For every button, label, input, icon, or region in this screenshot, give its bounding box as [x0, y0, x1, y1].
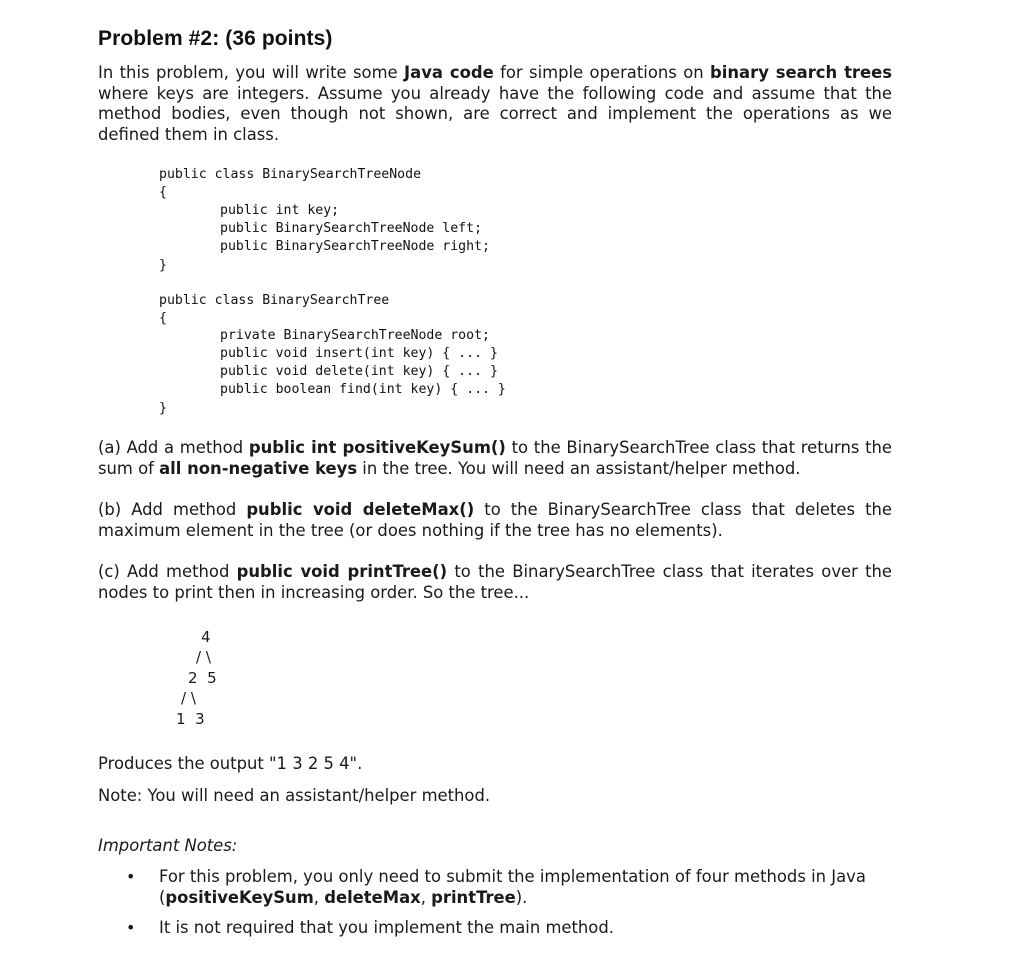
code-node-close-brace: }: [159, 258, 167, 273]
intro-paragraph: [98, 63, 892, 145]
helper-note: Note: You will need an assistant/helper method.: [98, 786, 491, 805]
code-tree-line-delete: public void delete(int key) { ... }: [220, 364, 498, 379]
tree-level2-nodes: 2 5: [188, 669, 217, 687]
code-tree-line-find: public boolean find(int key) { ... }: [220, 382, 506, 397]
problem-title: Problem #2: (36 points): [98, 27, 333, 50]
part-a-bold-keys: all non-negative keys: [159, 458, 358, 478]
tree-root-node: 4: [201, 628, 211, 646]
part-c-text-2: to the BinarySearchTree class that iterates over the nodes to print then in increasing order. So the tree...: [98, 562, 892, 602]
part-a-text-3: in the tree. You will need an assistant/helper method.: [357, 458, 801, 478]
bullet-1-text-1: For this problem, you only need to submit the implementation of four methods in Java (: [159, 867, 866, 907]
code-tree-close-brace: }: [159, 401, 167, 416]
code-node-line-right: public BinarySearchTreeNode right;: [220, 239, 490, 254]
part-b-bold-method: public void deleteMax(): [246, 500, 475, 519]
code-tree-line-insert: public void insert(int key) { ... }: [220, 346, 498, 361]
part-c-text-1: (c) Add method: [98, 562, 237, 581]
output-text: Produces the output "1 3 2 5 4".: [98, 754, 363, 773]
code-node-line-key: public int key;: [220, 203, 340, 218]
part-b-text-1: (b) Add method: [98, 500, 247, 519]
bullet-1-bold-1: positiveKeySum: [165, 887, 314, 907]
code-node-open-brace: {: [159, 185, 167, 200]
code-tree-line-root: private BinarySearchTreeNode root;: [220, 328, 490, 343]
bullet-2-dot: •: [126, 918, 136, 937]
part-b-paragraph: [98, 500, 892, 541]
bullet-1-dot: •: [126, 867, 136, 886]
important-notes-title: Important Notes:: [98, 836, 238, 855]
bullet-1-bold-3: printTree: [431, 887, 516, 907]
part-a-text-1: (a) Add a method: [98, 438, 249, 457]
intro-text-3: where keys are integers. Assume you already have the following code and assume that the method bodies, even though not shown, are correct and implement the operations as we defined them in class.: [98, 83, 892, 144]
tree-level3-nodes: 1 3: [176, 710, 205, 728]
code-tree-open-brace: {: [159, 311, 167, 326]
code-node-header: public class BinarySearchTreeNode: [159, 167, 422, 182]
bullet-2-text: It is not required that you implement the main method.: [159, 918, 614, 937]
bullet-1-bold-2: deleteMax: [324, 887, 421, 907]
bullet-1-text-3: ,: [420, 887, 432, 907]
bullet-1-text-2: ,: [313, 887, 325, 907]
part-a-text-2: to the BinarySearchTree class that returns the sum of: [98, 438, 893, 478]
bullet-1-text: [159, 867, 899, 908]
intro-bold-bst: binary search trees: [710, 63, 892, 82]
intro-text-1: In this problem, you will write some: [98, 63, 405, 82]
part-a-paragraph: [98, 438, 892, 479]
part-b-text-2: to the BinarySearchTree class that deletes the maximum element in the tree (or does nothing if the tree has no elements).: [98, 500, 892, 540]
code-node-line-left: public BinarySearchTreeNode left;: [220, 221, 483, 236]
intro-text-2: for simple operations on: [493, 63, 711, 82]
tree-edges-level1: / \: [196, 648, 211, 666]
part-a-bold-method: public int positiveKeySum(): [248, 438, 506, 457]
part-c-bold-method: public void printTree(): [236, 562, 448, 581]
bullet-1-text-4: ).: [515, 887, 528, 907]
code-tree-header: public class BinarySearchTree: [159, 293, 390, 308]
part-c-paragraph: [98, 562, 892, 603]
tree-edges-level2: / \: [181, 689, 196, 707]
intro-bold-java: Java code: [404, 63, 494, 82]
